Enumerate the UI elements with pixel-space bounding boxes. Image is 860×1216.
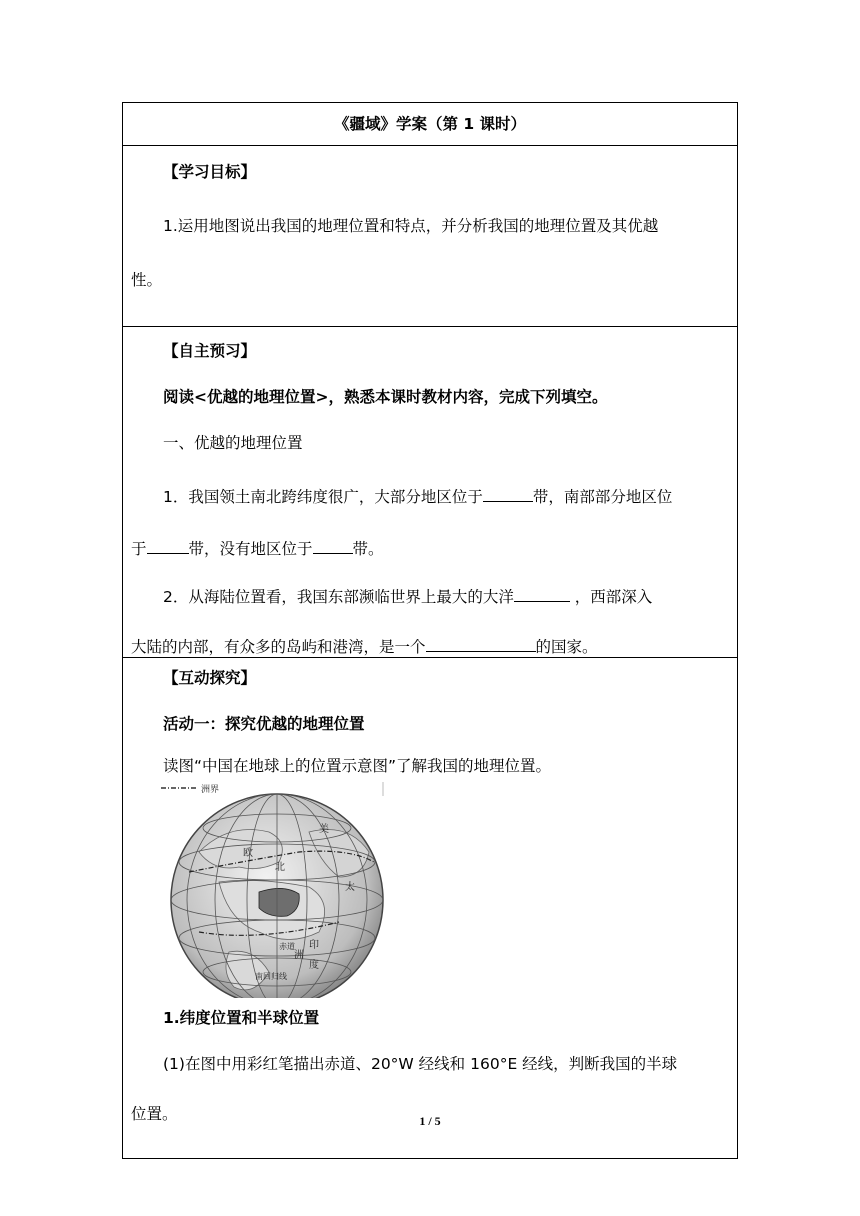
globe-label-asia: 洲: [294, 950, 304, 961]
question-1-text-e: 带。: [352, 540, 384, 558]
preview-subheading: 一、优越的地理位置: [163, 434, 303, 452]
globe-label-equator: 赤道: [279, 942, 295, 951]
subsection-latitude-position: 1.纬度位置和半球位置: [163, 1009, 320, 1027]
question-1-line-2: [131, 537, 729, 559]
preview-instruction: 阅读<优越的地理位置>，熟悉本课时教材内容，完成下列填空。: [163, 388, 608, 406]
globe-label-north: 北: [275, 862, 285, 873]
worksheet-title: 《疆域》学案（第 1 课时）: [123, 103, 738, 146]
question-1-text-c: 于: [131, 540, 147, 558]
question-2-line-2: [131, 635, 729, 657]
question-2-text-a: 2．从海陆位置看，我国东部濒临世界上最大的大洋: [163, 588, 514, 606]
latitude-question-line-2: 位置。: [131, 1105, 178, 1123]
question-2-text-b: ，西部深入: [569, 588, 653, 606]
globe-label-europe: 欧: [243, 848, 253, 859]
globe-label-pacific: 太: [345, 882, 355, 893]
globe-label-tropic: 南回归线: [255, 972, 287, 981]
question-1-text-b: 带，南部部分地区位: [532, 488, 673, 506]
question-1-text-a: 1．我国领土南北跨纬度很广，大部分地区位于: [163, 488, 483, 506]
blank-5[interactable]: [426, 636, 536, 652]
globe-label-india: 印: [309, 940, 319, 951]
globe-figure: [131, 776, 729, 992]
objective-line-1: 1.运用地图说出我国的地理位置和特点，并分析我国的地理位置及其优越: [163, 217, 659, 235]
question-2-text-d: 的国家。: [535, 638, 598, 656]
question-1-line-1: [131, 485, 729, 507]
question-2-line-1: [131, 585, 729, 607]
objective-line-2: 性。: [131, 271, 163, 289]
globe-label-america: 美: [319, 824, 329, 835]
blank-1[interactable]: [483, 486, 533, 502]
section-self-preview: [123, 327, 738, 658]
worksheet-table: [122, 102, 738, 1159]
question-1-text-d: 带，没有地区位于: [188, 540, 313, 558]
section-heading-preview: 【自主预习】: [163, 342, 257, 360]
page-number: 1 / 5: [419, 1114, 441, 1128]
question-2-text-c: 大陆的内部，有众多的岛屿和港湾，是一个: [131, 638, 426, 656]
globe-legend-label: 洲界: [201, 785, 220, 795]
blank-2[interactable]: [147, 538, 189, 554]
activity-one-title: 活动一：探究优越的地理位置: [163, 715, 365, 733]
read-map-instruction: 读图“中国在地球上的位置示意图”了解我国的地理位置。: [163, 757, 552, 775]
section-learning-objectives: [123, 146, 738, 327]
latitude-question-line-1: (1)在图中用彩红笔描出赤道、20°W 经线和 160°E 经线，判断我国的半球: [163, 1055, 678, 1073]
blank-3[interactable]: [313, 538, 353, 554]
section-heading-exploration: 【互动探究】: [163, 669, 257, 687]
globe-map-image: [159, 782, 399, 998]
globe-label-degree: 度: [309, 960, 319, 971]
section-interactive-exploration: [123, 658, 738, 1159]
blank-4[interactable]: [514, 586, 570, 602]
section-heading-objectives: 【学习目标】: [163, 163, 257, 181]
